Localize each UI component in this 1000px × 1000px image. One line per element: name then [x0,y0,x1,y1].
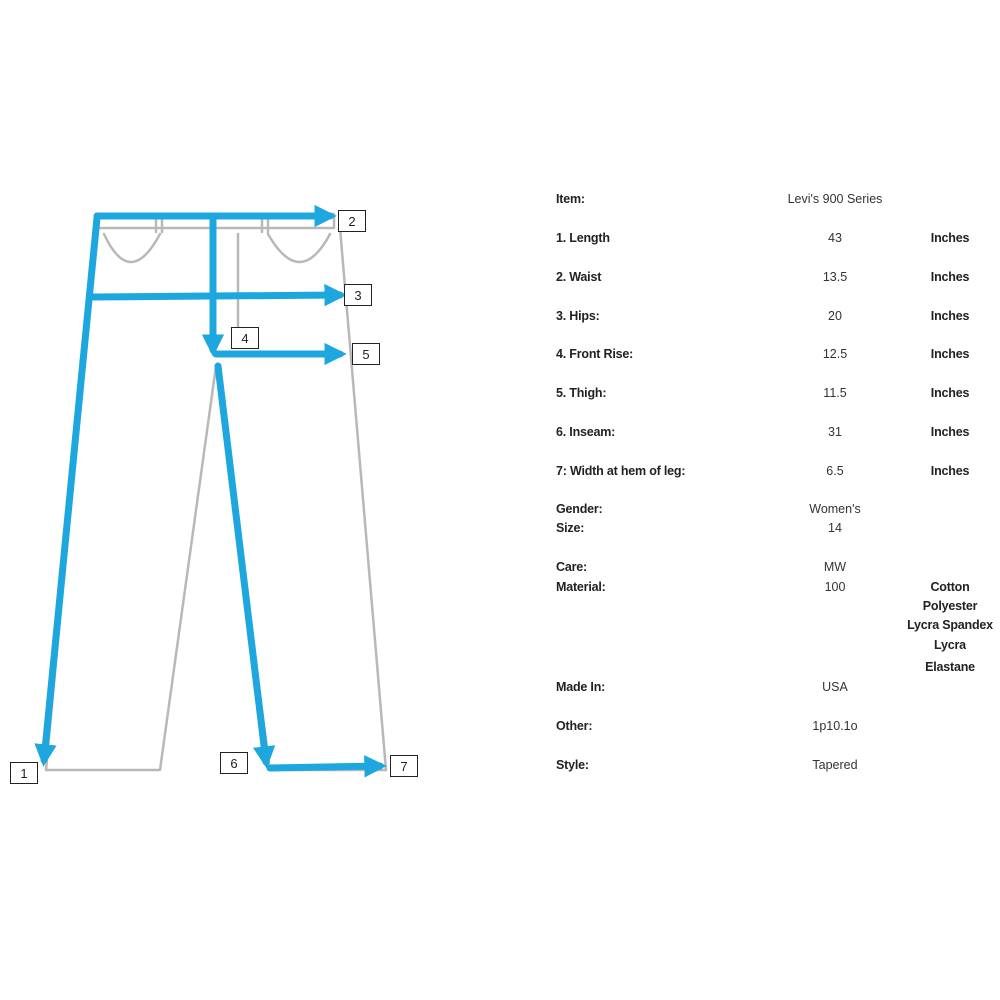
material-fiber-cotton: Cotton [930,580,970,594]
waist-value: 13.5 [822,270,848,284]
marker-5: 5 [352,343,380,365]
item-value: Levi's 900 Series [787,192,883,206]
length-unit: Inches [930,231,970,245]
hem-width-label: 7: Width at hem of leg: [556,464,686,478]
hips-unit: Inches [930,309,970,323]
inseam-value: 31 [828,425,842,439]
hem-width-value: 6.5 [826,464,844,478]
size-value: 14 [828,521,842,535]
inseam-label: 6. Inseam: [556,425,616,439]
style-label: Style: [556,758,589,772]
inseam-unit: Inches [930,425,970,439]
length-value: 43 [828,231,842,245]
other-label: Other: [556,719,593,733]
thigh-value: 11.5 [823,386,847,400]
marker-2: 2 [338,210,366,232]
style-value: Tapered [812,758,858,772]
material-value: 100 [824,580,846,594]
thigh-unit: Inches [930,386,970,400]
marker-1: 1 [10,762,38,784]
marker-6: 6 [220,752,248,774]
hips-label: 3. Hips: [556,309,600,323]
material-fiber-polyester: Polyester [922,599,978,613]
thigh-label: 5. Thigh: [556,386,607,400]
right-pocket [268,234,330,262]
hips-value: 20 [828,309,842,323]
arrow-inseam [218,366,266,762]
waist-label: 2. Waist [556,270,602,284]
marker-3: 3 [344,284,372,306]
made-in-label: Made In: [556,680,606,694]
care-value: MW [823,560,847,574]
front-rise-unit: Inches [930,347,970,361]
gender-value: Women's [809,502,861,516]
care-label: Care: [556,560,587,574]
item-label: Item: [556,192,585,206]
material-fiber-lycra: Lycra [934,638,966,652]
pants-diagram [0,0,520,820]
gender-label: Gender: [556,502,603,516]
material-fiber-lycra-spandex: Lycra Spandex [907,618,993,632]
made-in-value: USA [822,680,848,694]
other-value: 1p10.1o [812,719,858,733]
marker-7: 7 [390,755,418,777]
left-pocket [104,234,160,262]
front-rise-label: 4. Front Rise: [556,347,634,361]
size-label: Size: [556,521,585,535]
material-label: Material: [556,580,606,594]
hem-width-unit: Inches [930,464,970,478]
waist-unit: Inches [930,270,970,284]
front-rise-value: 12.5 [822,347,848,361]
material-fiber-elastane: Elastane [925,660,975,674]
length-label: 1. Length [556,231,610,245]
marker-4: 4 [231,327,259,349]
arrow-hem-width [270,766,380,768]
